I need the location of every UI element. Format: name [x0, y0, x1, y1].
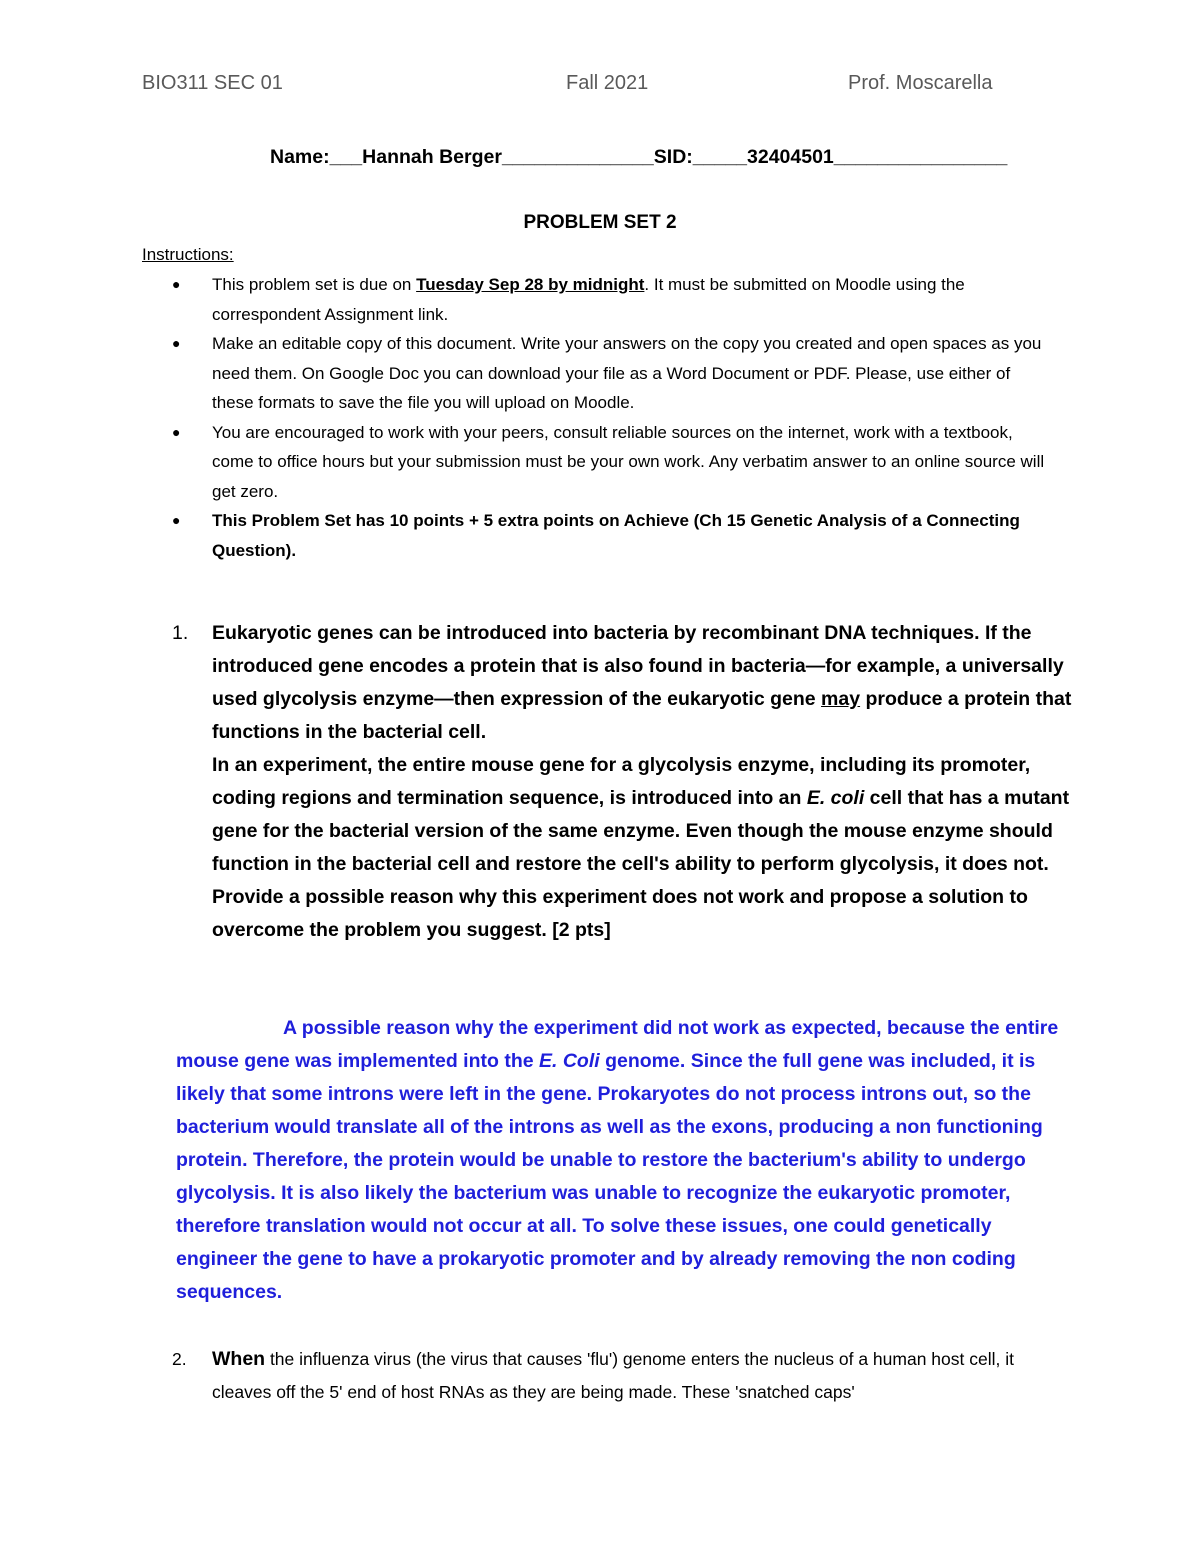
bullet-icon: ● [172, 512, 181, 528]
name-label: Name:___ [270, 146, 363, 168]
text-run: genome. Since the full gene was included, it is likely that some introns were left in the gene. Prokaryotes do not process introns out, so the bacterium would translate all of the introns as well as the exons, producing a non functioning protein. Therefore, the protein would be unable to restore the bacterium's ability to undergo glycolysis. It is also likely the bacterium was unable to recognize the eukaryotic promoter, therefore translation would not occur at all. To solve these issues, one could genetically engineer the gene to have a prokaryotic promoter and by already removing the non coding sequences. [176, 1050, 1043, 1303]
text-run: produce a protein that functions in the bacterial cell. [212, 688, 1072, 743]
question-paragraph [212, 749, 1072, 881]
page-title: PROBLEM SET 2 [523, 212, 677, 233]
sid-label: SID:_____ [653, 146, 748, 168]
instructions-list [172, 270, 1052, 565]
professor-name: Prof. Moscarella [848, 72, 993, 94]
bullet-text-after: . It must be submitted on Moodle using the correspondent Assignment link. [212, 275, 965, 324]
text-run: In an experiment, the entire mouse gene for a glycolysis enzyme, including its promoter, coding regions and termination sequence, is introduced into an [212, 754, 1031, 809]
emphasis-may: may [821, 688, 861, 710]
list-item [172, 418, 1052, 507]
bullet-icon: ● [172, 335, 181, 351]
name-blank: ______________ [501, 146, 654, 168]
due-date: Tuesday Sep 28 by midnight [416, 275, 645, 294]
species-name: E. coli [806, 787, 865, 809]
question-text [212, 617, 1072, 947]
page-header [0, 72, 1200, 102]
question-number: 1. [172, 622, 189, 644]
bullet-icon: ● [172, 276, 181, 292]
sid-blank: ________________ [833, 146, 1008, 168]
question-lead-word: When [212, 1348, 266, 1370]
bullet-text: This Problem Set has 10 points + 5 extra points on Achieve (Ch 15 Genetic Analysis of a Connecting Question). [212, 511, 1020, 560]
bullet-text: You are encouraged to work with your peers, consult reliable sources on the internet, work with a textbook, come to office hours but your submission must be your own work. Any verbatim answer to an online source will get zero. [212, 422, 1045, 501]
student-info-line [270, 146, 1007, 169]
list-item [172, 270, 1052, 329]
text-run: A possible reason why the experiment did not work as expected, because the entire mouse gene was implemented into the [176, 1017, 1059, 1072]
term: Fall 2021 [566, 72, 649, 94]
student-name: Hannah Berger [362, 146, 502, 168]
bullet-text-before: This problem set is due on [212, 275, 417, 294]
question-text [212, 1343, 1072, 1409]
bullet-icon: ● [172, 423, 181, 440]
question-number: 2. [172, 1349, 187, 1369]
bullet-text: Make an editable copy of this document. Write your answers on the copy you created and open spaces as you need them. On Google Doc you can download your file as a Word Document or PDF. Please, use either of these formats to save the file you will upload on Moodle. [212, 334, 1042, 412]
question-prompt: Provide a possible reason why this experiment does not work and propose a solution to overcome the problem you suggest. [2 pts] [212, 886, 1028, 941]
list-item [172, 329, 1052, 418]
text-run: cell that has a mutant gene for the bacterial version of the same enzyme. Even though the mouse enzyme should function in the bacterial cell and restore the cell's ability to perform glycolysis, it does not. [212, 787, 1070, 875]
question-paragraph [212, 617, 1072, 749]
student-id: 32404501 [747, 146, 834, 168]
question-1 [172, 617, 1072, 947]
text-run: the influenza virus (the virus that causes 'flu') genome enters the nucleus of a human host cell, it cleaves off the 5' end of host RNAs as they are being made. These 'snatched caps' [212, 1349, 1014, 1402]
list-item [172, 506, 1052, 565]
question-2 [172, 1343, 1072, 1409]
answer-1 [176, 1012, 1076, 1309]
text-run: Eukaryotic genes can be introduced into bacteria by recombinant DNA techniques. If the introduced gene encodes a protein that is also found in bacteria—for example, a universally used glycolysis enzyme—then expression of the eukaryotic gene [212, 622, 1064, 710]
species-name: E. Coli [539, 1050, 600, 1072]
instructions-label: Instructions: [142, 245, 234, 264]
course-code: BIO311 SEC 01 [142, 72, 283, 94]
